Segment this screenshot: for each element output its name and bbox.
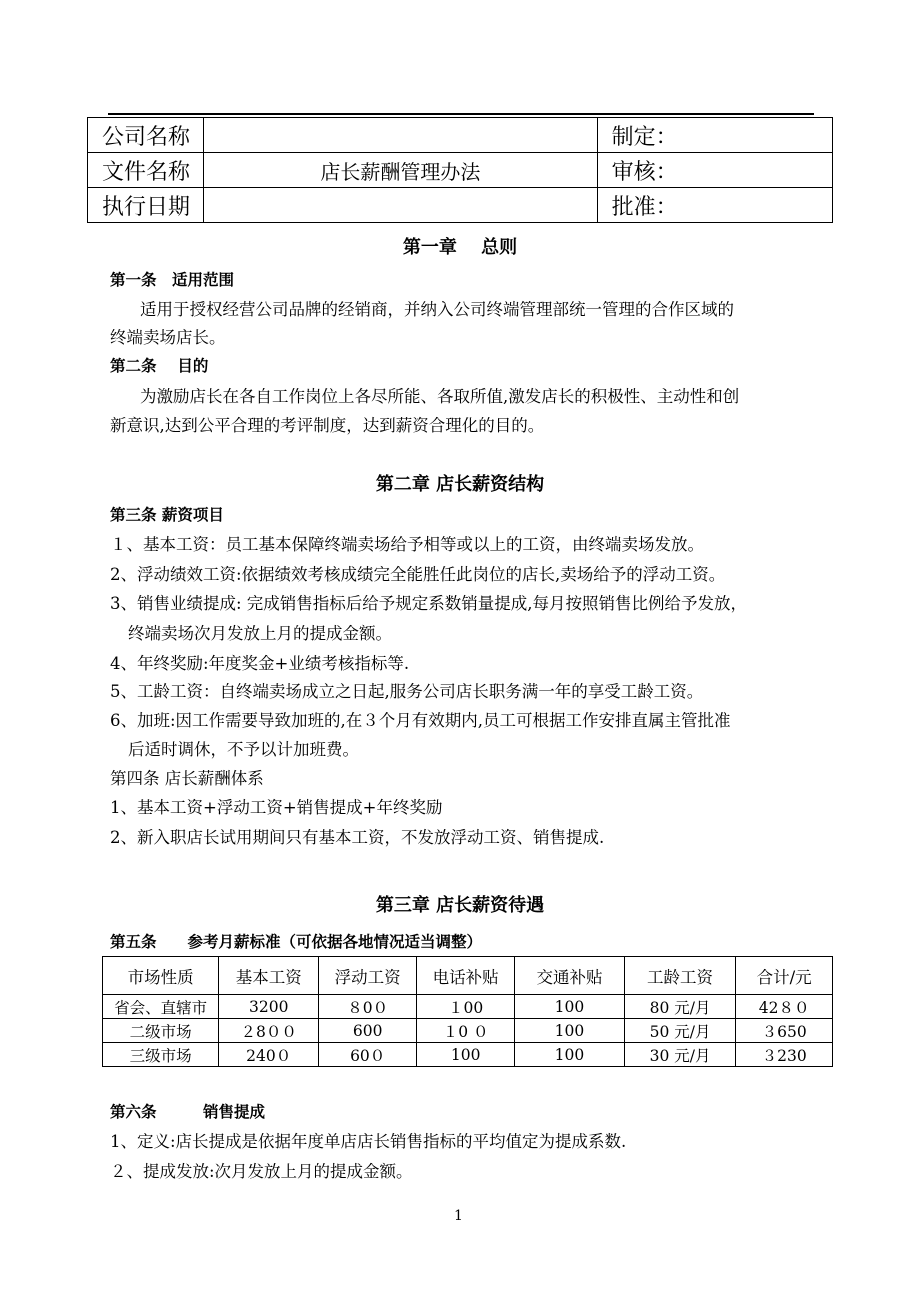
- table-cell: 30 元/月: [624, 1043, 736, 1067]
- table-cell: 省会、直辖市: [103, 995, 219, 1019]
- table-cell: 240０: [219, 1043, 319, 1067]
- table-row: [103, 995, 833, 1019]
- effective-date-value: [204, 188, 597, 223]
- column-header: 电话补贴: [417, 957, 515, 995]
- table-cell: 50 元/月: [624, 1019, 736, 1043]
- table-header-row: [103, 957, 833, 995]
- table-cell: １00: [417, 995, 515, 1019]
- list-item: 6、加班:因工作需要导致加班的,在３个月有效期内,员工可根据工作安排直属主管批准: [110, 711, 731, 730]
- table-row: [88, 188, 833, 223]
- document-info-table: [87, 117, 833, 223]
- effective-date-label: 执行日期: [88, 188, 204, 223]
- table-cell: 3200: [219, 995, 319, 1019]
- column-header: 工龄工资: [624, 957, 736, 995]
- list-item: 1、基本工资+浮动工资+销售提成+年终奖励: [110, 798, 443, 817]
- table-cell: ３650: [736, 1019, 833, 1043]
- file-name-label: 文件名称: [88, 153, 204, 188]
- article-1-text: 适用于授权经营公司品牌的经销商，并纳入公司终端管理部统一管理的合作区域的: [140, 300, 734, 319]
- table-cell: 80 元/月: [624, 995, 736, 1019]
- list-item: 1、定义:店长提成是依据年度单店店长销售指标的平均值定为提成系数.: [110, 1132, 627, 1151]
- column-header: 交通补贴: [515, 957, 625, 995]
- article-1-title: 第一条 适用范围: [110, 271, 235, 289]
- list-item: 2、新入职店长试用期间只有基本工资，不发放浮动工资、销售提成.: [110, 828, 605, 847]
- article-2-title: 第二条 目的: [110, 357, 209, 375]
- salary-standard-table: [102, 956, 833, 1067]
- table-cell: ２8００: [219, 1019, 319, 1043]
- list-item: 3、销售业绩提成: 完成销售指标后给予规定系数销量提成,每月按照销售比例给予发放，: [110, 594, 748, 613]
- chapter-3-title: 第三章 店长薪资待遇: [375, 895, 545, 916]
- column-header: 基本工资: [219, 957, 319, 995]
- column-header: 合计/元: [736, 957, 833, 995]
- table-row: [88, 118, 833, 153]
- column-header: 市场性质: [103, 957, 219, 995]
- chapter-1-title: 第一章 总则: [402, 237, 518, 258]
- file-name-value: 店长薪酬管理办法: [204, 153, 597, 188]
- article-5-title: 第五条 参考月薪标准（可依据各地情况适当调整）: [110, 933, 483, 951]
- list-item: ２、提成发放:次月发放上月的提成金额。: [110, 1162, 413, 1181]
- article-6-title: 第六条 销售提成: [110, 1103, 266, 1121]
- article-3-title: 第三条 薪资项目: [110, 506, 224, 524]
- table-cell: 42８０: [736, 995, 833, 1019]
- header-rule: [108, 113, 814, 115]
- list-item-cont: 后适时调休，不予以计加班费。: [128, 740, 359, 759]
- list-item: 5、工龄工资：自终端卖场成立之日起,服务公司店长职务满一年的享受工龄工资。: [110, 682, 704, 701]
- table-cell: 100: [515, 1043, 625, 1067]
- article-2-text: 为激励店长在各自工作岗位上各尽所能、各取所值,激发店长的积极性、主动性和创: [140, 387, 740, 406]
- list-item: 4、年终奖励:年度奖金+业绩考核指标等.: [110, 654, 410, 673]
- company-name-label: 公司名称: [88, 118, 204, 153]
- table-cell: ８0０: [319, 995, 417, 1019]
- table-cell: 二级市场: [103, 1019, 219, 1043]
- article-1-text-cont: 终端卖场店长。: [110, 328, 226, 347]
- table-cell: 600: [319, 1019, 417, 1043]
- table-cell: 100: [515, 995, 625, 1019]
- company-name-value: [204, 118, 597, 153]
- chapter-2-title: 第二章 店长薪资结构: [375, 474, 545, 495]
- table-cell: 100: [417, 1043, 515, 1067]
- list-item: 2、浮动绩效工资:依据绩效考核成绩完全能胜任此岗位的店长,卖场给予的浮动工资。: [110, 565, 726, 584]
- page-number: 1: [454, 1208, 463, 1224]
- article-4-title: 第四条 店长薪酬体系: [110, 769, 264, 788]
- table-cell: 100: [515, 1019, 625, 1043]
- table-cell: １0 ０: [417, 1019, 515, 1043]
- list-item: １、基本工资：员工基本保障终端卖场给予相等或以上的工资，由终端卖场发放。: [110, 535, 704, 554]
- prepared-by-label: 制定：: [597, 118, 832, 153]
- list-item-cont: 终端卖场次月发放上月的提成金额。: [128, 624, 392, 643]
- table-cell: 三级市场: [103, 1043, 219, 1067]
- table-row: [88, 153, 833, 188]
- article-2-text-cont: 新意识,达到公平合理的考评制度，达到薪资合理化的目的。: [110, 416, 545, 435]
- approved-by-label: 批准：: [597, 188, 832, 223]
- table-row: [103, 1019, 833, 1043]
- table-cell: ３230: [736, 1043, 833, 1067]
- table-row: [103, 1043, 833, 1067]
- column-header: 浮动工资: [319, 957, 417, 995]
- reviewed-by-label: 审核：: [597, 153, 832, 188]
- table-cell: 60０: [319, 1043, 417, 1067]
